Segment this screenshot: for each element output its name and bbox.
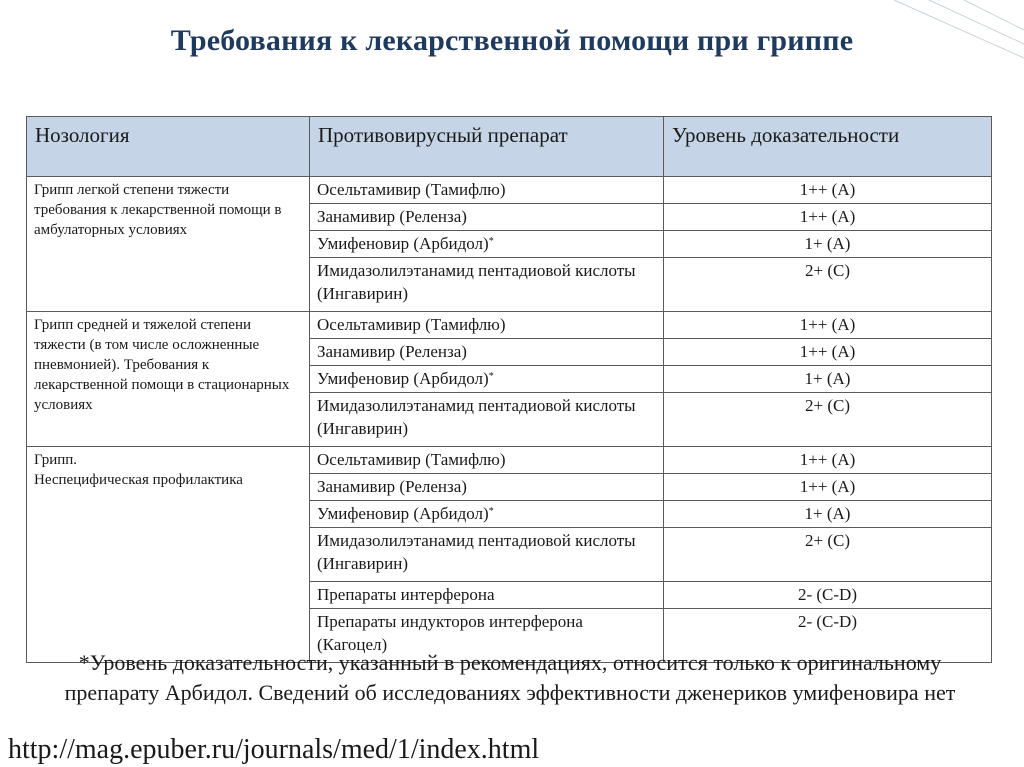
drug-cell: Занамивир (Реленза)	[310, 204, 664, 231]
drug-cell: Препараты индукторов интерферона (Кагоцел)	[310, 609, 664, 663]
table-row	[27, 447, 992, 474]
level-cell: 1++ (А)	[664, 339, 992, 366]
nosology-cell: Грипп легкой степени тяжести требования к лекарственной помощи в амбулаторных условиях	[27, 177, 310, 312]
drug-cell: Имидазолилэтанамид пентадиовой кислоты (Ингавирин)	[310, 393, 664, 447]
nosology-cell: Грипп. Неспецифическая профилактика	[27, 447, 310, 663]
level-cell: 1++ (А)	[664, 177, 992, 204]
nosology-cell: Грипп средней и тяжелой степени тяжести (в том числе осложненные пневмонией). Требования к лекарственной помощи в стационарных условиях	[27, 312, 310, 447]
table-header-row	[27, 117, 992, 177]
drug-cell: Осельтамивир (Тамифлю)	[310, 447, 664, 474]
drug-cell: Осельтамивир (Тамифлю)	[310, 312, 664, 339]
page-title: Требования к лекарственной помощи при гриппе	[170, 24, 854, 57]
drug-cell: Имидазолилэтанамид пентадиовой кислоты (Ингавирин)	[310, 528, 664, 582]
footnote-mark: *	[488, 371, 494, 382]
drug-cell: Имидазолилэтанамид пентадиовой кислоты (Ингавирин)	[310, 258, 664, 312]
drug-cell: Занамивир (Реленза)	[310, 339, 664, 366]
level-cell: 1++ (А)	[664, 474, 992, 501]
table-row	[27, 177, 992, 204]
drug-cell	[310, 231, 664, 258]
level-cell: 1++ (А)	[664, 312, 992, 339]
drug-cell: Занамивир (Реленза)	[310, 474, 664, 501]
header-antiviral-drug: Противовирусный препарат	[310, 117, 664, 177]
footnote-mark: *	[488, 236, 494, 247]
drug-cell	[310, 366, 664, 393]
drug-name: Умифеновир (Арбидол)	[317, 504, 489, 523]
drug-cell: Осельтамивир (Тамифлю)	[310, 177, 664, 204]
level-cell: 1++ (А)	[664, 204, 992, 231]
drug-cell: Препараты интерферона	[310, 582, 664, 609]
level-cell: 1+ (А)	[664, 366, 992, 393]
footnote-mark: *	[488, 506, 494, 517]
level-cell: 2- (С-D)	[664, 609, 992, 663]
level-cell: 1++ (А)	[664, 447, 992, 474]
drug-name: Умифеновир (Арбидол)	[317, 234, 489, 253]
header-evidence-level: Уровень доказательности	[664, 117, 992, 177]
source-link[interactable]: http://mag.epuber.ru/journals/med/1/index.html	[8, 734, 540, 765]
header-nosology: Нозология	[27, 117, 310, 177]
level-cell: 2- (С-D)	[664, 582, 992, 609]
drug-cell	[310, 501, 664, 528]
level-cell: 2+ (С)	[664, 258, 992, 312]
level-cell: 1+ (А)	[664, 231, 992, 258]
table-row	[27, 312, 992, 339]
level-cell: 2+ (С)	[664, 528, 992, 582]
level-cell: 2+ (С)	[664, 393, 992, 447]
level-cell: 1+ (А)	[664, 501, 992, 528]
drug-requirements-table	[26, 116, 992, 663]
drug-name: Умифеновир (Арбидол)	[317, 369, 489, 388]
footnote: *Уровень доказательности, указанный в рекомендациях, относится только к оригинальному препарату Арбидол. Сведений об исследованиях эффективности дженериков умифеновира нет	[64, 650, 956, 705]
